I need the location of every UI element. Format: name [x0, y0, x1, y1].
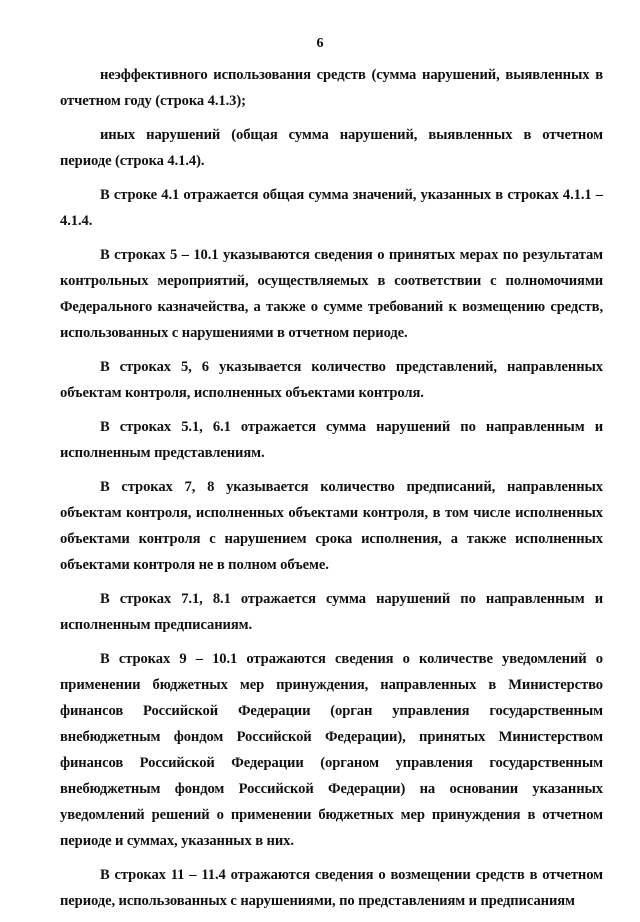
- paragraph-lines-7-8: В строках 7, 8 указывается количество предписаний, направленных объектам контроля, исполненных объектами контроля, в том числе исполненных объектами контроля с нарушением срока исполнения, а также исполненных объектами контроля не в полном объеме.: [60, 479, 603, 573]
- paragraph-lines-11-11-4: В строках 11 – 11.4 отражаются сведения о возмещении средств в отчетном периоде, использованных с нарушениями, по представлениям и предписаниям: [60, 867, 603, 909]
- paragraph-lines-5-6: В строках 5, 6 указывается количество представлений, направленных объектам контроля, исполненных объектами контроля.: [60, 359, 603, 401]
- paragraph-lines-5-10-1: В строках 5 – 10.1 указываются сведения о принятых мерах по результатам контрольных мероприятий, осуществляемых в соответствии с полномочиями Федерального казначейства, а также о сумме требований к возмещению средств, использованных с нарушениями в отчетном периоде.: [60, 247, 603, 341]
- document-body: [60, 62, 603, 922]
- paragraph-ineffective-use: неэффективного использования средств (сумма нарушений, выявленных в отчетном году (строка 4.1.3);: [60, 67, 603, 109]
- paragraph-line-4-1: В строке 4.1 отражается общая сумма значений, указанных в строках 4.1.1 – 4.1.4.: [60, 187, 603, 229]
- page-number: 6: [316, 36, 324, 51]
- paragraph-lines-7-1-8-1: В строках 7.1, 8.1 отражается сумма нарушений по направленным и исполненным предписаниям.: [60, 591, 603, 633]
- paragraph-other-violations: иных нарушений (общая сумма нарушений, выявленных в отчетном периоде (строка 4.1.4).: [60, 127, 603, 169]
- paragraph-lines-9-10-1: В строках 9 – 10.1 отражаются сведения о количестве уведомлений о применении бюджетных мер принуждения, направленных в Министерство финансов Российской Федерации (орган управления государственным внебюджетным фондом Российской Федерации), принятых Министерством финансов Российской Федерации (органом управления государственным внебюджетным фондом Российской Федерации) на основании указанных уведомлений решений о применении бюджетных мер принуждения в отчетном периоде и суммах, указанных в них.: [60, 651, 603, 849]
- paragraph-lines-5-1-6-1: В строках 5.1, 6.1 отражается сумма нарушений по направленным и исполненным представлениям.: [60, 419, 603, 461]
